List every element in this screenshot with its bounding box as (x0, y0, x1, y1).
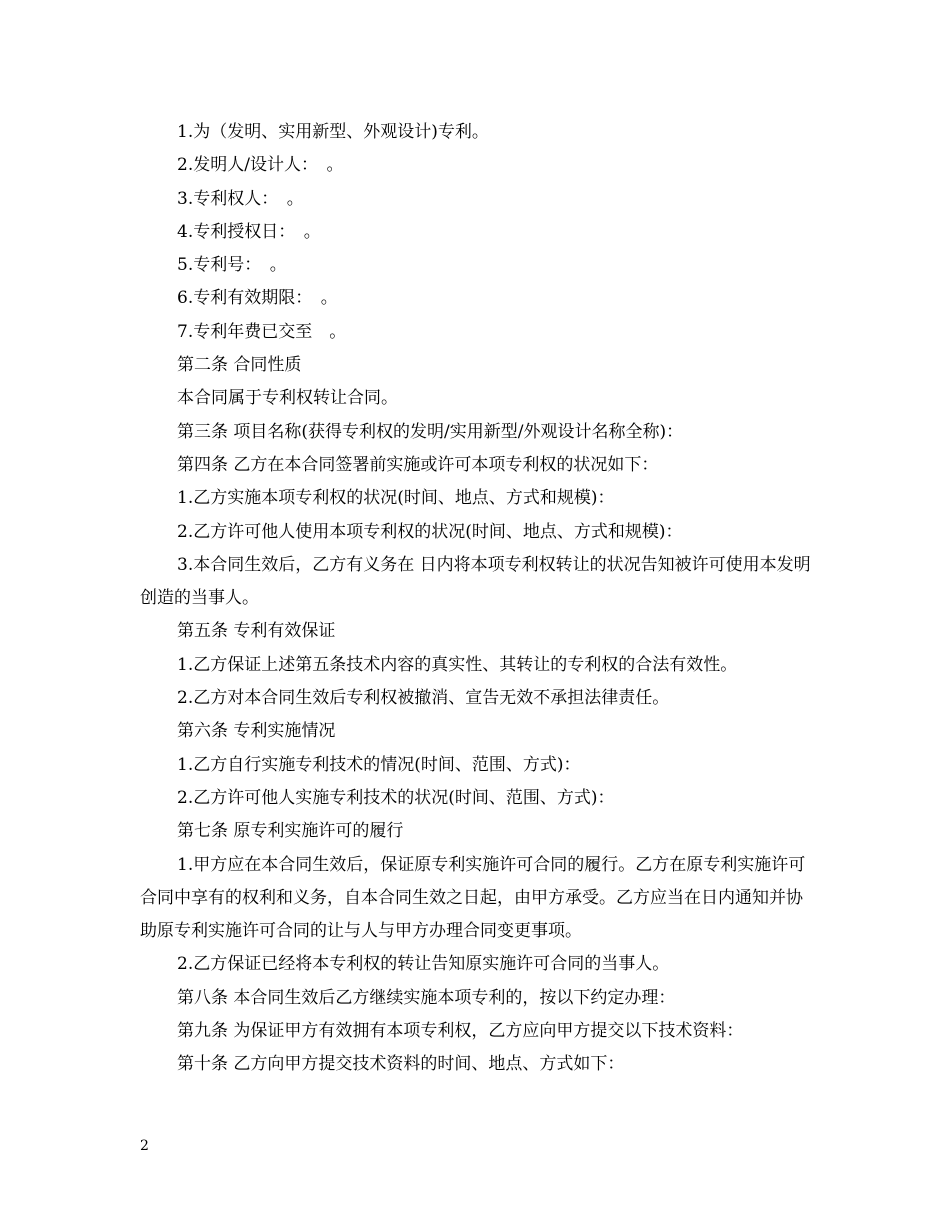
paragraph-5: 5.专利号： 。 (177, 255, 287, 276)
paragraph-12: 1.乙方实施本项专利权的状况(时间、地点、方式和规模)： (177, 488, 615, 509)
article-8-heading: 第八条 本合同生效后乙方继续实施本项专利的，按以下约定办理： (177, 987, 676, 1008)
article-3-heading: 第三条 项目名称(获得专利权的发明/实用新型/外观设计名称全称)： (177, 421, 684, 442)
paragraph-9: 本合同属于专利权转让合同。 (177, 388, 398, 409)
page-number: 2 (140, 1138, 149, 1154)
article-5-heading: 第五条 专利有效保证 (177, 621, 336, 642)
article-9-heading: 第九条 为保证甲方有效拥有本项专利权，乙方应向甲方提交以下技术资料： (177, 1021, 744, 1042)
article-2-heading: 第二条 合同性质 (177, 355, 302, 376)
article-7-heading: 第七条 原专利实施许可的履行 (177, 821, 404, 842)
paragraph-1: 1.为（发明、实用新型、外观设计)专利。 (177, 122, 489, 142)
paragraph-16: 1.乙方保证上述第五条技术内容的真实性、其转让的专利权的合法有效性。 (177, 654, 738, 675)
paragraph-2: 2.发明人/设计人： 。 (177, 155, 344, 176)
paragraph-19: 1.乙方自行实施专利技术的情况(时间、范围、方式)： (177, 754, 581, 775)
paragraph-23: 2.乙方保证已经将本专利权的转让告知原实施许可合同的当事人。 (177, 954, 670, 975)
paragraph-6: 6.专利有效期限： 。 (177, 288, 338, 309)
paragraph-20: 2.乙方许可他人实施专利技术的状况(时间、范围、方式)： (177, 787, 615, 808)
paragraph-14: 3.本合同生效后，乙方有义务在 日内将本项专利权转让的状况告知被许可使用本发明创造的当事人。 (140, 554, 811, 609)
article-6-heading: 第六条 专利实施情况 (177, 721, 336, 742)
paragraph-17: 2.乙方对本合同生效后专利权被撤消、宣告无效不承担法律责任。 (177, 688, 670, 709)
paragraph-22: 1.甲方应在本合同生效后，保证原专利实施许可合同的履行。乙方在原专利实施许可合同中享有的权利和义务，自本合同生效之日起，由甲方承受。乙方应当在日内通知并协助原专利实施许可合同的让与人与甲方办理合同变更事项。 (140, 854, 806, 942)
paragraph-3: 3.专利权人： 。 (177, 188, 304, 209)
article-10-heading: 第十条 乙方向甲方提交技术资料的时间、地点、方式如下： (177, 1054, 625, 1075)
paragraph-7: 7.专利年费已交至 。 (177, 321, 347, 342)
article-4-heading: 第四条 乙方在本合同签署前实施或许可本项专利权的状况如下： (177, 454, 659, 475)
paragraph-13: 2.乙方许可他人使用本项专利权的状况(时间、地点、方式和规模)： (177, 521, 683, 542)
paragraph-4: 4.专利授权日： 。 (177, 221, 321, 242)
document-body (140, 116, 812, 1082)
